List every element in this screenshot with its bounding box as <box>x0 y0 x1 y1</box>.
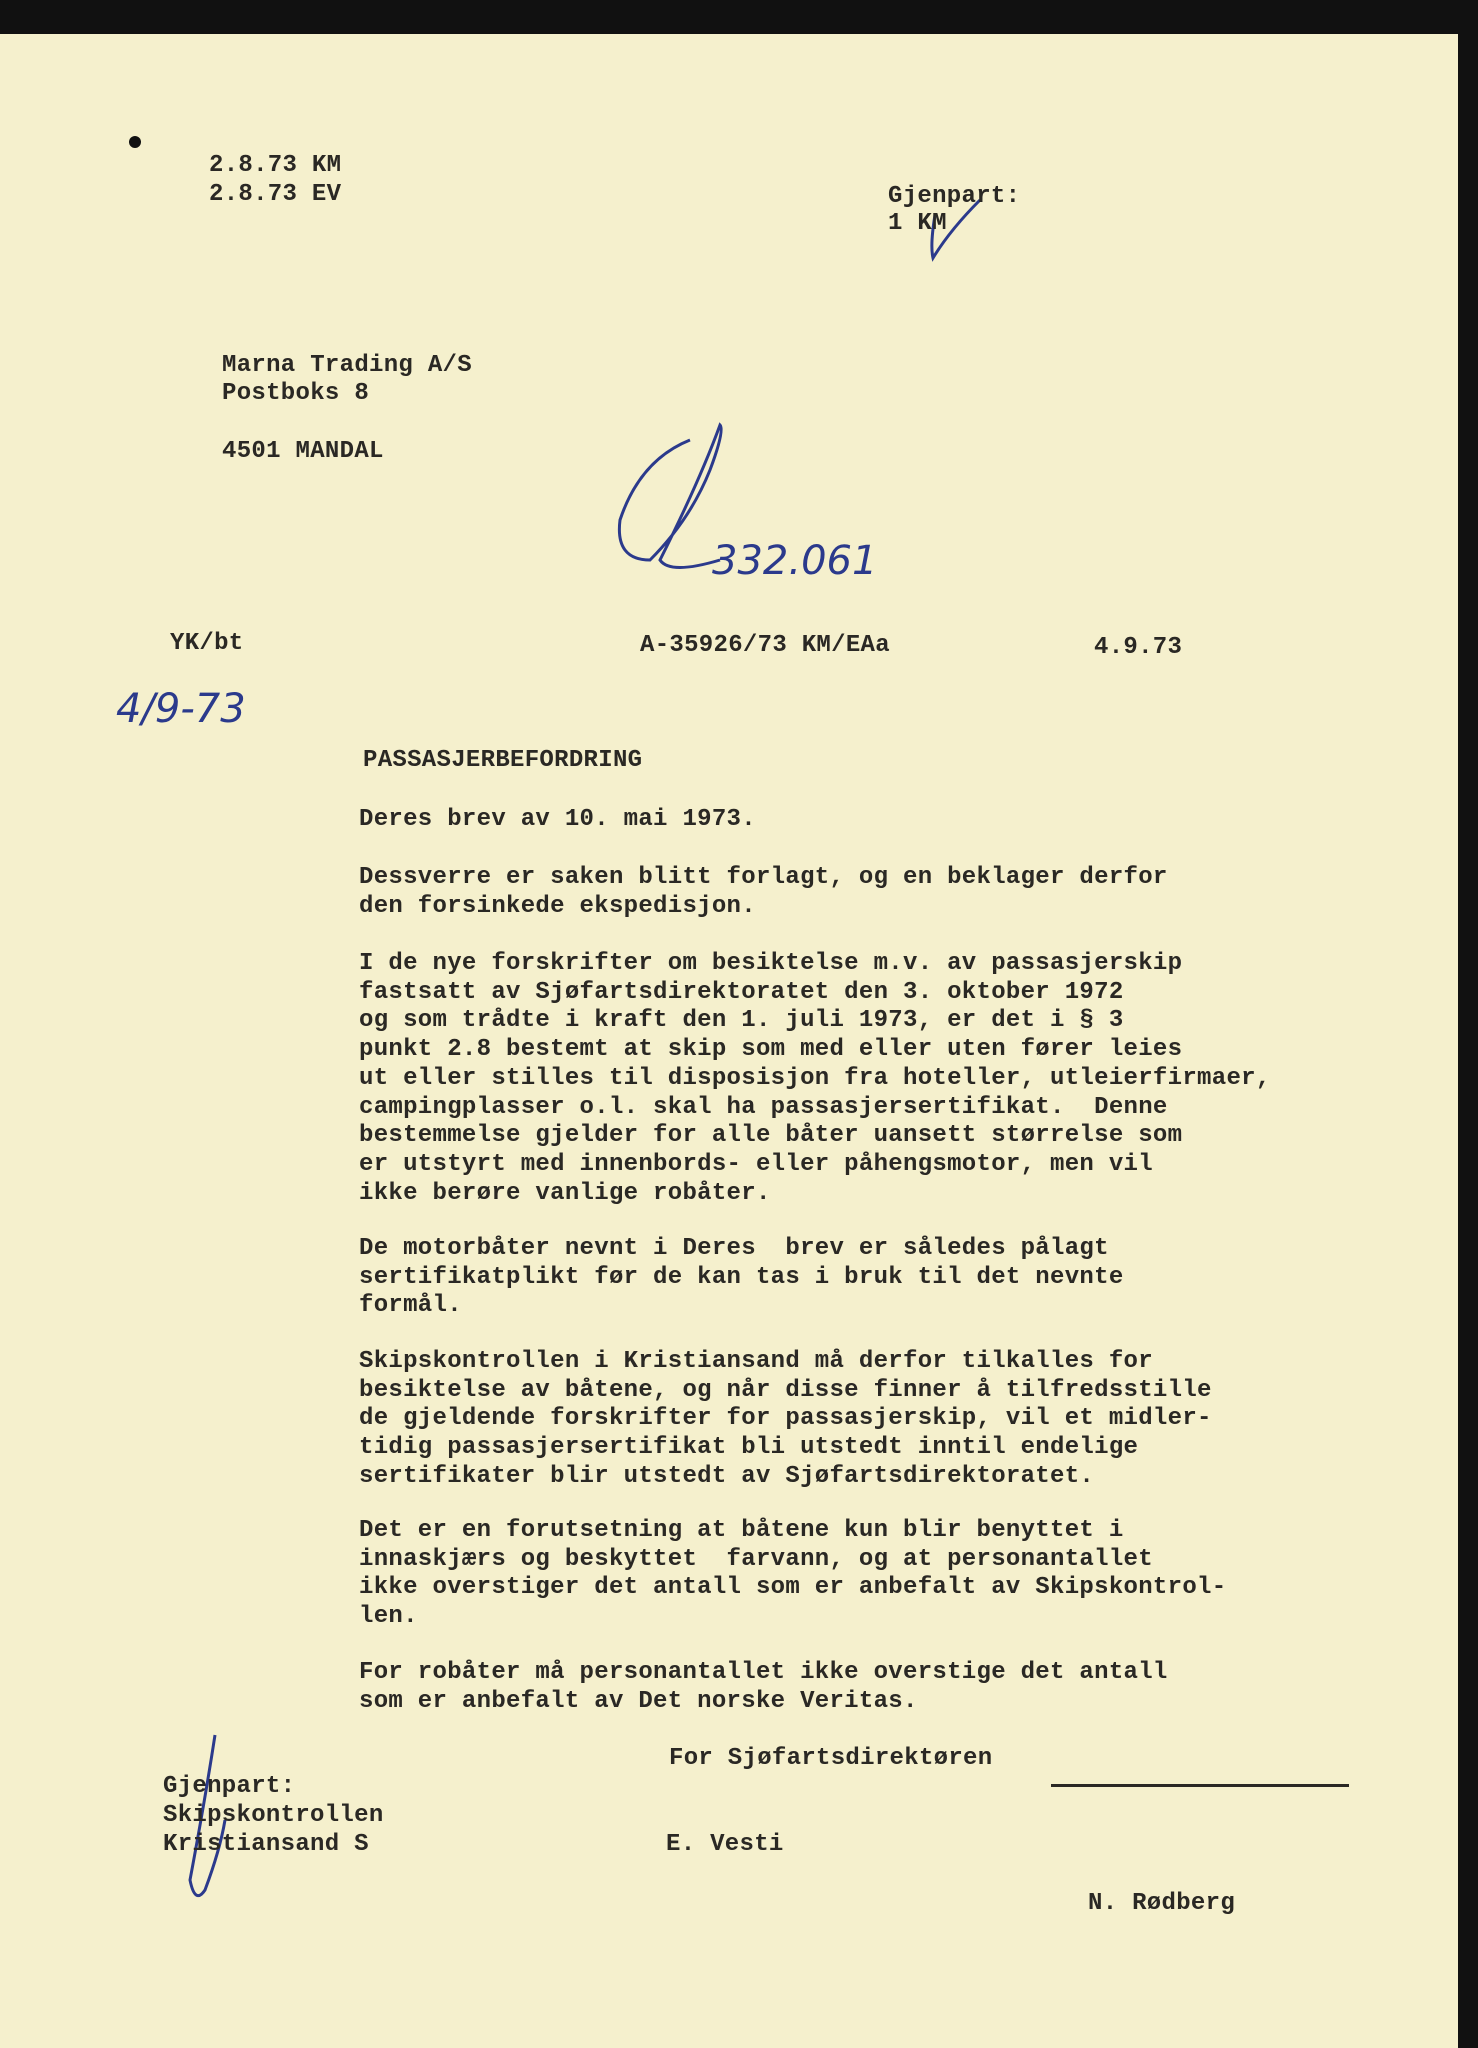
body-line: len. <box>359 1603 418 1631</box>
body-line: besiktelse av båtene, og når disse finner å tilfredsstille <box>359 1376 1212 1404</box>
signer-right: N. Rødberg <box>1088 1890 1236 1917</box>
body-line: de gjeldende forskrifter for passasjerskip, vil et midler- <box>359 1405 1212 1433</box>
recipient-address: Postboks 8 <box>222 380 370 407</box>
signature-line <box>1051 1784 1349 1787</box>
copy-label: Gjenpart: <box>888 183 1021 210</box>
body-line: ikke berøre vanlige robåter. <box>359 1179 771 1207</box>
body-line: punkt 2.8 bestemt at skip som med eller uten fører leies <box>359 1036 1183 1064</box>
body-line: fastsatt av Sjøfartsdirektoratet den 3. oktober 1972 <box>359 978 1124 1006</box>
body-line: I de nye forskrifter om besiktelse m.v. av passasjerskip <box>359 950 1183 977</box>
footer-copy-line: Skipskontrollen <box>163 1802 384 1829</box>
body-line: Skipskontrollen i Kristiansand må derfor tilkalles for <box>359 1348 1153 1375</box>
body-line: De motorbåter nevnt i Deres brev er således pålagt <box>359 1235 1109 1262</box>
recipient-city: 4501 MANDAL <box>222 438 384 465</box>
footer-copy-label: Gjenpart: <box>163 1773 296 1800</box>
body-line: Det er en forutsetning at båtene kun blir benyttet i <box>359 1517 1124 1544</box>
body-line: og som trådte i kraft den 1. juli 1973, er det i § 3 <box>359 1007 1124 1035</box>
handwritten-date: 4/9-73 <box>116 686 246 732</box>
body-line: den forsinkede ekspedisjon. <box>359 892 756 920</box>
body-line: ut eller stilles til disposisjon fra hoteller, utleierfirmaer, <box>359 1064 1271 1092</box>
signer-left: E. Vesti <box>666 1831 784 1858</box>
registry-line: 2.8.73 EV <box>209 181 342 208</box>
body-line: ikke overstiger det antall som er anbefalt av Skipskontrol- <box>359 1574 1227 1602</box>
subject: PASSASJERBEFORDRING <box>363 747 643 774</box>
body-line: som er anbefalt av Det norske Veritas. <box>359 1687 918 1715</box>
reference-line: Deres brev av 10. mai 1973. <box>359 806 756 833</box>
body-line: tidig passasjersertifikat bli utstedt inntil endelige <box>359 1434 1139 1462</box>
body-line: bestemmelse gjelder for alle båter uansett størrelse som <box>359 1122 1183 1150</box>
body-line: formål. <box>359 1292 462 1320</box>
recipient-name: Marna Trading A/S <box>222 352 472 379</box>
body-line: sertifikater blir utstedt av Sjøfartsdirektoratet. <box>359 1462 1095 1490</box>
body-line: For robåter må personantallet ikke overstige det antall <box>359 1659 1168 1686</box>
body-line: Dessverre er saken blitt forlagt, og en beklager derfor <box>359 864 1168 891</box>
loop-mark <box>619 425 721 568</box>
registry-line: 2.8.73 KM <box>209 152 342 179</box>
our-reference: YK/bt <box>170 630 244 657</box>
handwritten-file-number: 332.061 <box>712 538 878 584</box>
footer-copy-line: Kristiansand S <box>163 1831 369 1858</box>
body-line: innaskjærs og beskyttet farvann, og at personantallet <box>359 1545 1153 1573</box>
punch-mark <box>129 136 141 148</box>
body-line: er utstyrt med innenbords- eller påhengsmotor, men vil <box>359 1150 1153 1178</box>
case-number: A-35926/73 KM/EAa <box>640 632 890 659</box>
copy-to: 1 KM <box>888 210 947 237</box>
body-line: campingplasser o.l. skal ha passasjersertifikat. Denne <box>359 1093 1168 1121</box>
body-line: sertifikatplikt før de kan tas i bruk til det nevnte <box>359 1263 1124 1291</box>
letter-date: 4.9.73 <box>1094 634 1183 661</box>
closing: For Sjøfartsdirektøren <box>669 1745 993 1772</box>
